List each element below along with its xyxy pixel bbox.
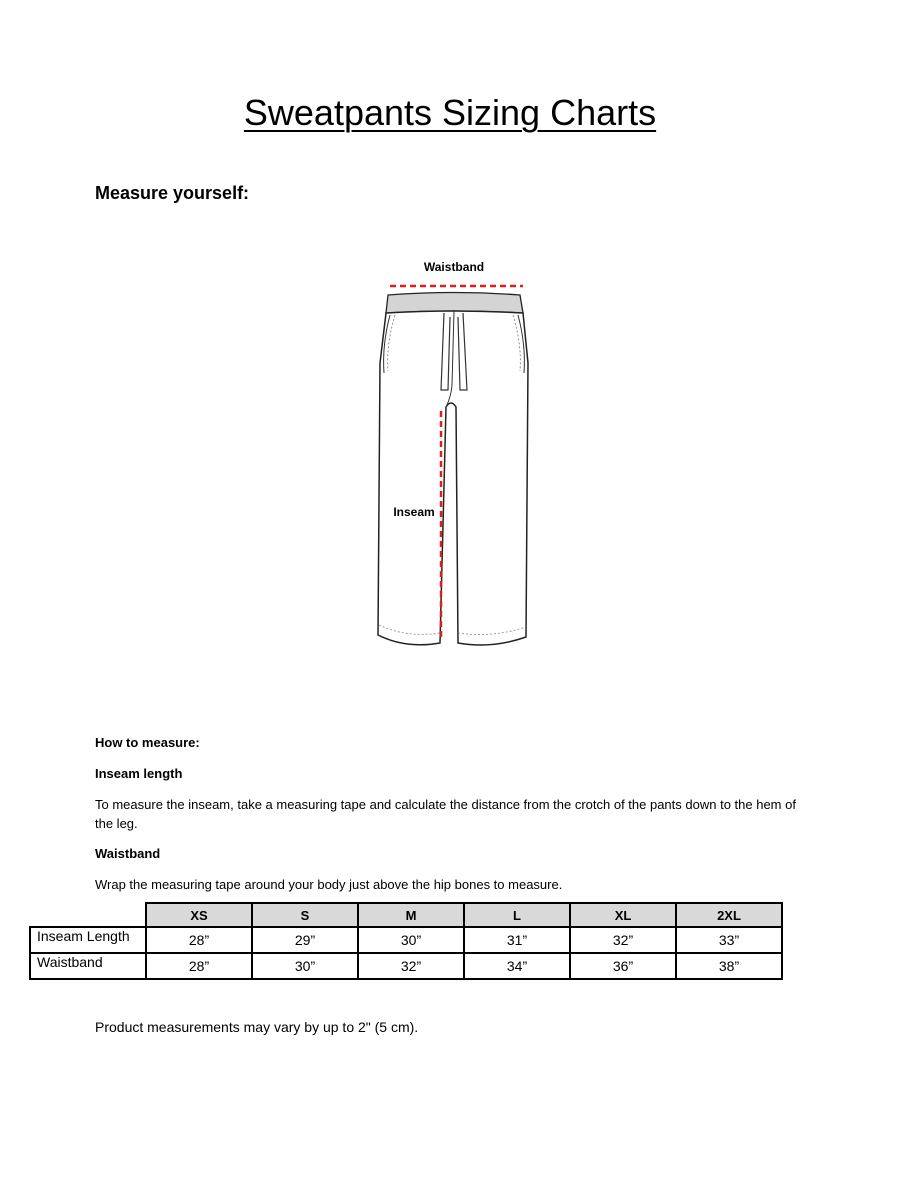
table-cell: 32”: [358, 953, 464, 979]
waistband-instructions: Wrap the measuring tape around your body just above the hip bones to measure.: [95, 877, 563, 892]
table-cell: 36”: [570, 953, 676, 979]
inseam-length-heading: Inseam length: [95, 766, 183, 781]
table-cell: 33”: [676, 927, 782, 953]
table-row: [30, 953, 782, 979]
waistband-label: Waistband: [423, 260, 485, 274]
how-to-measure-heading: How to measure:: [95, 735, 200, 750]
table-cell: 32”: [570, 927, 676, 953]
size-header-row: [30, 903, 782, 927]
table-corner-cell: [30, 903, 146, 927]
size-header-m: M: [358, 903, 464, 927]
inseam-instructions: To measure the inseam, take a measuring tape and calculate the distance from the crotch of the pants down to the hem of the leg.: [95, 797, 796, 831]
table-row: [30, 927, 782, 953]
page-title: Sweatpants Sizing Charts: [243, 92, 657, 133]
table-cell: 38”: [676, 953, 782, 979]
table-cell: 28”: [146, 927, 252, 953]
sweatpants-illustration: [360, 255, 545, 655]
table-cell: 29”: [252, 927, 358, 953]
row-label-waistband: Waistband: [30, 953, 146, 979]
table-cell: 28”: [146, 953, 252, 979]
table-cell: 34”: [464, 953, 570, 979]
row-label-inseam: Inseam Length: [30, 927, 146, 953]
size-header-xl: XL: [570, 903, 676, 927]
table-cell: 30”: [358, 927, 464, 953]
waistband-band: [386, 293, 523, 314]
table-cell: 31”: [464, 927, 570, 953]
size-header-2xl: 2XL: [676, 903, 782, 927]
waistband-heading: Waistband: [95, 846, 161, 861]
size-header-l: L: [464, 903, 570, 927]
table-cell: 30”: [252, 953, 358, 979]
footer-note: Product measurements may vary by up to 2" (5 cm).: [95, 1019, 419, 1035]
size-chart-table: [29, 902, 783, 980]
inseam-label: Inseam: [393, 505, 435, 519]
size-header-xs: XS: [146, 903, 252, 927]
measure-heading: Measure yourself:: [95, 183, 250, 203]
size-header-s: S: [252, 903, 358, 927]
